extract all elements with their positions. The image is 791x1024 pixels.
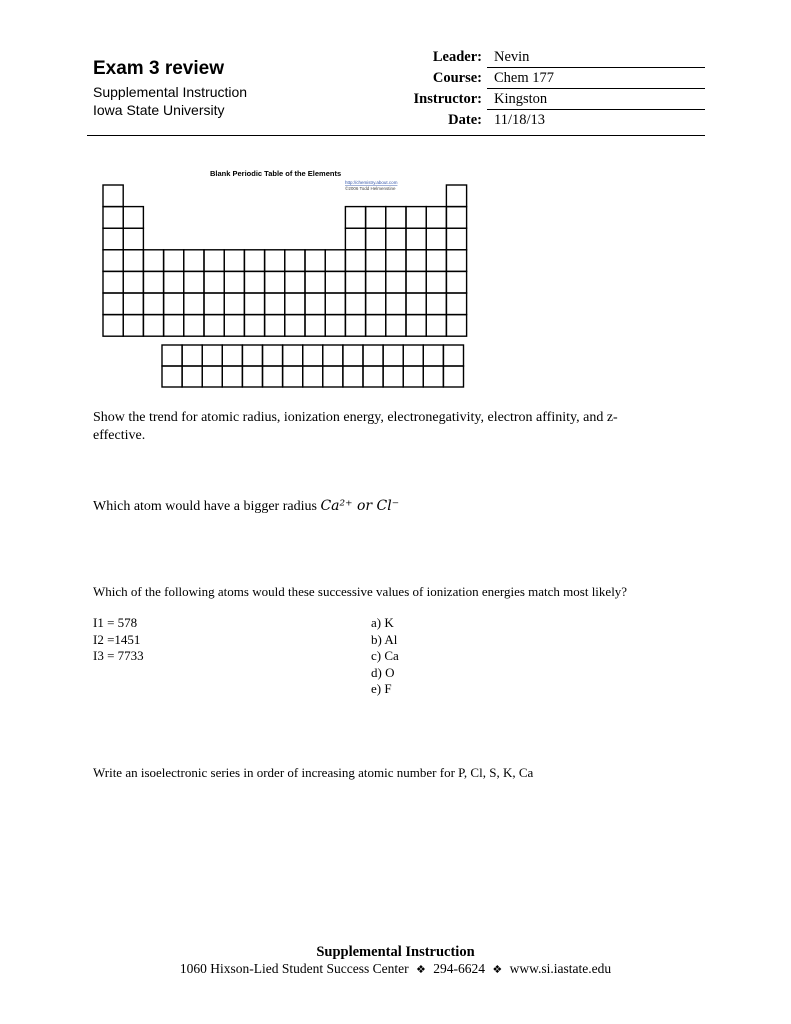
element-cell [184,293,204,315]
element-cell [164,271,184,293]
element-cell [143,293,163,315]
element-cell [123,228,143,250]
element-cell [103,250,123,272]
ionization-value: I2 =1451 [93,631,141,647]
element-cell [123,250,143,272]
element-cell [143,315,163,337]
ionization-value: I1 = 578 [93,615,138,630]
periodic-table-title: Blank Periodic Table of the Elements [210,169,342,178]
element-cell [285,271,305,293]
element-cell [406,228,426,250]
element-cell [446,271,466,293]
element-cell [406,315,426,337]
element-cell [345,250,365,272]
element-cell [224,250,244,272]
subtitle-university: Iowa State University [93,102,225,118]
element-cell [343,366,363,387]
element-cell [366,271,386,293]
element-cell [162,366,182,387]
element-cell [184,271,204,293]
element-cell [164,250,184,272]
element-cell [345,293,365,315]
element-cell [345,207,365,229]
element-cell [345,271,365,293]
element-cell [443,345,463,366]
element-cell [164,315,184,337]
element-cell [426,315,446,337]
element-cell [123,207,143,229]
element-cell [204,271,224,293]
element-cell [423,345,443,366]
element-cell [386,250,406,272]
footer-phone: 294-6624 [433,961,485,976]
element-cell [244,293,264,315]
answer-option: d) O [371,664,395,680]
element-cell [345,228,365,250]
question-radius [93,497,399,516]
element-cell [446,293,466,315]
element-cell [143,271,163,293]
element-cell [366,315,386,337]
element-cell [345,315,365,337]
element-cell [103,207,123,229]
page-title: Exam 3 review [93,58,224,79]
element-cell [265,293,285,315]
element-cell [224,293,244,315]
footer-contact [0,961,791,977]
element-cell [123,293,143,315]
instructor-value: Kingston [494,91,548,107]
element-cell [363,345,383,366]
question-radius-text: Which atom would have a bigger radius [93,499,317,514]
element-cell [224,271,244,293]
element-cell [383,345,403,366]
periodic-table-grid [103,185,467,387]
element-cell [325,315,345,337]
element-cell [285,250,305,272]
ionization-values [93,615,144,665]
question-isoelectronic: Write an isoelectronic series in order of increasing atomic number for P, Cl, S, K, Ca [93,765,534,780]
element-cell [406,207,426,229]
footer-website: www.si.iastate.edu [509,961,612,976]
element-cell [184,315,204,337]
element-cell [325,293,345,315]
element-cell [224,315,244,337]
element-cell [386,271,406,293]
course-value: Chem 177 [494,70,555,86]
element-cell [403,345,423,366]
answer-option: b) Al [371,631,398,647]
element-cell [204,293,224,315]
element-cell [204,250,224,272]
element-cell [325,250,345,272]
element-cell [244,271,264,293]
element-cell [403,366,423,387]
element-cell [103,315,123,337]
element-cell [305,250,325,272]
element-cell [182,345,202,366]
element-cell [123,315,143,337]
element-cell [426,293,446,315]
element-cell [283,345,303,366]
element-cell [204,315,224,337]
element-cell [143,250,163,272]
element-cell [265,250,285,272]
element-cell [366,293,386,315]
element-cell [406,250,426,272]
question-ionization: Which of the following atoms would these successive values of ionization energies match most likely? [93,584,628,599]
element-cell [285,315,305,337]
element-cell [386,315,406,337]
answer-options [371,615,399,698]
element-cell [446,315,466,337]
element-cell [242,345,262,366]
periodic-table-credit-url: http://chemistry.about.com [345,180,398,185]
element-cell [303,366,323,387]
element-cell [366,228,386,250]
element-cell [446,228,466,250]
element-cell [244,250,264,272]
element-cell [406,293,426,315]
element-cell [426,207,446,229]
element-cell [103,293,123,315]
element-cell [222,345,242,366]
answer-option: a) K [371,615,394,630]
element-cell [164,293,184,315]
element-cell [303,345,323,366]
element-cell [265,271,285,293]
ionization-value: I3 = 7733 [93,648,144,663]
date-value: 11/18/13 [494,112,546,128]
footer-title: Supplemental Instruction [316,944,475,960]
element-cell [446,185,466,207]
element-cell [103,228,123,250]
leader-value: Nevin [494,49,530,65]
element-cell [446,250,466,272]
element-cell [263,366,283,387]
question-trends-line2: effective. [93,428,146,443]
element-cell [325,271,345,293]
element-cell [426,271,446,293]
answer-option: c) Ca [371,648,399,663]
element-cell [446,207,466,229]
element-cell [103,271,123,293]
separator-icon: ❖ [492,963,503,976]
course-label: Course: [432,70,482,86]
element-cell [244,315,264,337]
element-cell [366,207,386,229]
element-cell [363,366,383,387]
element-cell [103,185,123,207]
element-cell [386,293,406,315]
element-cell [162,345,182,366]
element-cell [182,366,202,387]
element-cell [263,345,283,366]
leader-label: Leader: [432,49,482,65]
element-cell [406,271,426,293]
subtitle-program: Supplemental Instruction [93,84,248,100]
element-cell [323,366,343,387]
instructor-label: Instructor: [413,91,482,107]
date-label: Date: [448,112,482,128]
element-cell [202,366,222,387]
footer-address: 1060 Hixson-Lied Student Success Center [179,961,409,976]
element-cell [265,315,285,337]
element-cell [242,366,262,387]
element-cell [423,366,443,387]
separator-icon: ❖ [415,963,426,976]
element-cell [202,345,222,366]
element-cell [383,366,403,387]
element-cell [426,250,446,272]
element-cell [305,271,325,293]
element-cell [285,293,305,315]
element-cell [305,293,325,315]
element-cell [184,250,204,272]
element-cell [123,271,143,293]
element-cell [343,345,363,366]
periodic-table-figure [0,0,791,400]
element-cell [305,315,325,337]
element-cell [222,366,242,387]
element-cell [323,345,343,366]
element-cell [283,366,303,387]
element-cell [366,250,386,272]
element-cell [426,228,446,250]
answer-option: e) F [371,681,392,696]
element-cell [443,366,463,387]
element-cell [386,207,406,229]
question-radius-math: Ca²⁺ or Cl⁻ [320,498,400,514]
periodic-table-credit-author: ©2006 Todd Helmenstine [345,186,396,191]
question-trends-line1: Show the trend for atomic radius, ionization energy, electronegativity, electron affinity, and z- [93,410,618,425]
element-cell [386,228,406,250]
